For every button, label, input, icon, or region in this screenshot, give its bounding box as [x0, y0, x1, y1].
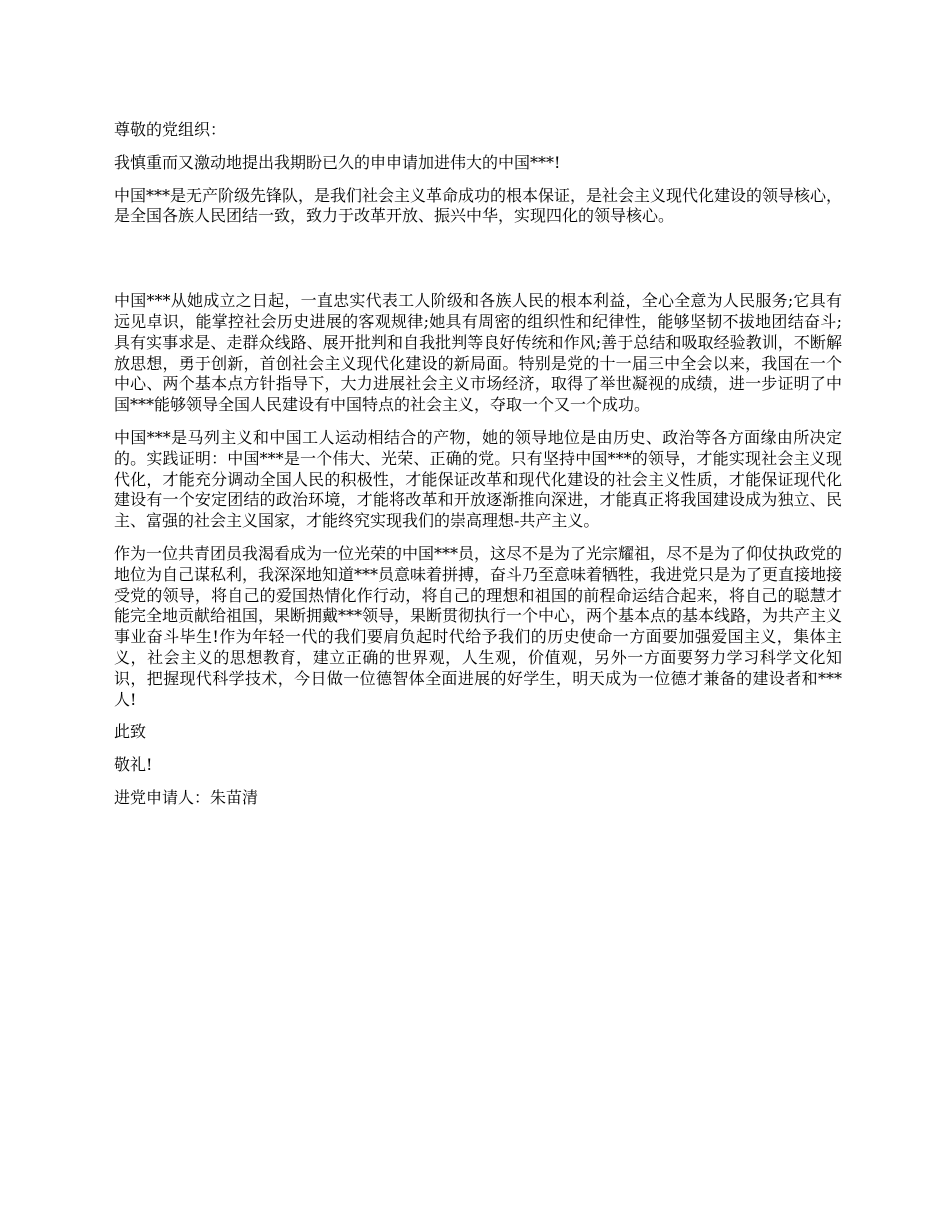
closing-line-2: 敬礼!	[114, 755, 153, 775]
signature: 进党申请人：朱苗清	[114, 787, 259, 807]
closing-line-1: 此致	[114, 722, 147, 742]
paragraph-3: 中国***从她成立之日起，一直忠实代表工人阶级和各族人民的根本利益，全心全意为人民服务;它具有远见卓识，能掌控社会历史进展的客观规律;她具有周密的组织性和纪律性，能够坚韧不拔地团结奋斗;具有实事求是、走群众线路、展开批判和自我批判等良好传统和作风;善于总结和吸取经验教训，不断解放思想，勇于创新，首创社会主义现代化建设的新局面。特别是党的十一届三中全会以来，我国在一个中心、两个基本点方针指导下，大力进展社会主义市场经济，取得了举世凝视的成绩，进一步证明了中国***能够领导全国人民建设有中国特点的社会主义，夺取一个又一个成功。	[114, 291, 842, 415]
salutation: 尊敬的党组织：	[114, 120, 227, 139]
paragraph-5: 作为一位共青团员我渴看成为一位光荣的中国***员，这尽不是为了光宗耀祖，尽不是为了仰仗执政党的地位为自己谋私利，我深深地知道***员意味着拼搏，奋斗乃至意味着牺牲，我进党只是为了更直接地接受党的领导，将自己的爱国热情化作行动，将自己的理想和祖国的前程命运结合起来，将自己的聪慧才能完全地贡献给祖国，果断拥戴***领导，果断贯彻执行一个中心，两个基本点的基本线路，为共产主义事业奋斗毕生!作为年轻一代的我们要肩负起时代给予我们的历史使命一方面要加强爱国主义，集体主义，社会主义的思想教育，建立正确的世界观，人生观，价值观，另外一方面要努力学习科学文化知识，把握现代科学技术，今日做一位德智体全面进展的好学生，明天成为一位德才兼备的建设者和***人!	[114, 543, 843, 709]
paragraph-2: 中国***是无产阶级先锋队，是我们社会主义革命成功的根本保证，是社会主义现代化建设的领导核心，是全国各族人民团结一致，致力于改革开放、振兴中华，实现四化的领导核心。	[114, 185, 843, 226]
paragraph-4: 中国***是马列主义和中国工人运动相结合的产物，她的领导地位是由历史、政治等各方面缘由所决定的。实践证明：中国***是一个伟大、光荣、正确的党。只有坚持中国***的领导，才能实现社会主义现代化，才能充分调动全国人民的积极性，才能保证改革和现代化建设的社会主义性质，才能保证现代化建设有一个安定团结的政治环境，才能将改革和开放逐渐推向深进，才能真正将我国建设成为独立、民主、富强的社会主义国家，才能终究实现我们的崇高理想-共产主义。	[114, 427, 842, 531]
paragraph-1: 我慎重而又激动地提出我期盼已久的申申请加进伟大的中国***!	[114, 152, 561, 172]
letter-body	[114, 120, 842, 821]
blank-gap	[114, 239, 842, 291]
